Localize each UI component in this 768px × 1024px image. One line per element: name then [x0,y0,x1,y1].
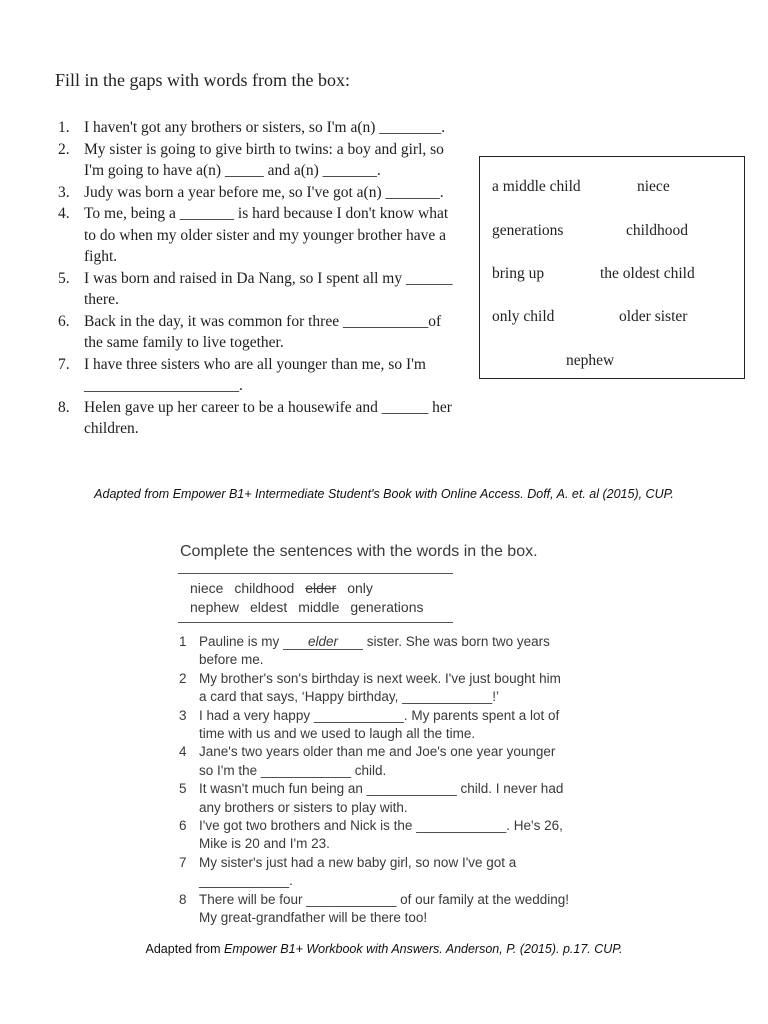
item-text [199,633,569,670]
item-text: There will be four ____________ of our family at the wedding! My great-grandfather will be there too! [199,891,569,926]
word-box-item: generations [492,222,564,239]
word-box-item: older sister [619,308,688,325]
item-number: 8. [58,398,70,416]
item-number: 4. [58,205,70,222]
divider [178,573,453,574]
exercise1-list [58,117,458,440]
item-number: 6 [179,818,187,834]
word-box-item: eldest [249,599,288,615]
item-number: 5 [179,781,187,797]
item-text: I had a very happy ____________. My parents spent a lot of time with us and we used to laugh all the time. [199,707,560,742]
list-item [179,670,569,707]
item-text: It wasn't much fun being an ____________ child. I never had any brothers or sisters to play with. [199,781,564,815]
word-box-item: middle [298,599,340,615]
word-box-item: bring up [492,265,545,282]
item-number: 1 [179,634,187,649]
list-item [58,268,458,311]
citation-prefix: Adapted from [145,942,225,956]
word-box [479,156,745,379]
list-item [58,397,458,440]
example-answer: elder [283,635,363,650]
word-box-item: niece [637,178,670,195]
citation [0,942,768,956]
item-text: I have three sisters who are all younger than me, so I'm ____________________. [84,355,426,394]
citation-source: Empower B1+ Workbook with Answers. Anderson, P. (2015). p.17. CUP. [224,942,623,956]
item-text: My sister's just had a new baby girl, so now I've got a ____________. [199,854,517,889]
list-item [179,817,569,854]
item-number: 1. [58,119,70,136]
list-item [58,182,458,204]
item-number: 2 [179,670,187,686]
item-text-after: sister. She was born two years before me. [199,634,550,668]
item-number: 8 [179,891,187,907]
item-text: I've got two brothers and Nick is the ____________. He's 26, Mike is 20 and I'm 23. [199,818,563,852]
word-box-item: a middle child [492,178,581,195]
word-box-item: only [347,580,373,596]
list-item [179,633,569,670]
word-row [190,579,431,598]
item-text: My brother's son's birthday is next week. I've just bought him a card that says, ‘Happy birthday, ____________!’ [199,670,561,705]
list-item [58,311,458,354]
item-text: I was born and raised in Da Nang, so I spent all my ______ there. [84,269,453,308]
divider [178,622,453,623]
item-number: 6. [58,312,70,330]
item-text: Jane's two years older than me and Joe's one year younger so I'm the ____________ child. [199,744,556,778]
word-box-item: niece [190,580,224,596]
word-box-item: only child [492,308,555,325]
item-number: 7. [58,355,70,373]
item-number: 2. [58,140,70,158]
list-item [179,854,569,891]
list-item [58,354,458,397]
list-item [179,743,569,780]
item-text: Back in the day, it was common for three ___________of the same family to live together. [84,312,442,351]
word-box-item: nephew [566,352,615,369]
item-number: 7 [179,854,187,870]
item-text: Judy was born a year before me, so I've got a(n) _______. [84,183,444,201]
crossed-out-word: elder [305,580,337,596]
word-box-item: childhood [234,580,295,596]
list-item [179,707,569,744]
word-box-item: childhood [626,222,688,239]
list-item [179,891,569,928]
item-number: 3. [58,183,70,201]
item-number: 3 [179,707,187,723]
list-item [179,780,569,817]
item-text: My sister is going to give birth to twins: a boy and girl, so I'm going to have a(n) _____ and a(n) _______. [84,140,444,179]
exercise2-word-box [190,579,431,617]
citation: Adapted from Empower B1+ Intermediate Student's Book with Online Access. Doff, A. et. al (2015), CUP. [94,487,674,501]
word-box-item: nephew [190,599,240,615]
item-number: 4 [179,744,187,760]
list-item [58,203,458,268]
item-text: To me, being a _______ is hard because I don't know what to do when my older sister and my younger brother have a fight. [84,205,449,265]
exercise1-title: Fill in the gaps with words from the box: [55,70,350,90]
list-item [58,117,458,139]
item-text: Helen gave up her career to be a housewife and ______ her children. [84,398,452,437]
list-item [58,139,458,182]
word-box-item: the oldest child [600,265,695,282]
item-text-before: Pauline is my [199,634,284,649]
exercise2-title: Complete the sentences with the words in the box. [180,543,538,560]
item-text: I haven't got any brothers or sisters, so I'm a(n) ________. [84,119,446,136]
word-row [190,598,431,617]
exercise2-list [179,633,569,928]
word-box-item: generations [350,599,424,615]
item-number: 5. [58,269,70,287]
